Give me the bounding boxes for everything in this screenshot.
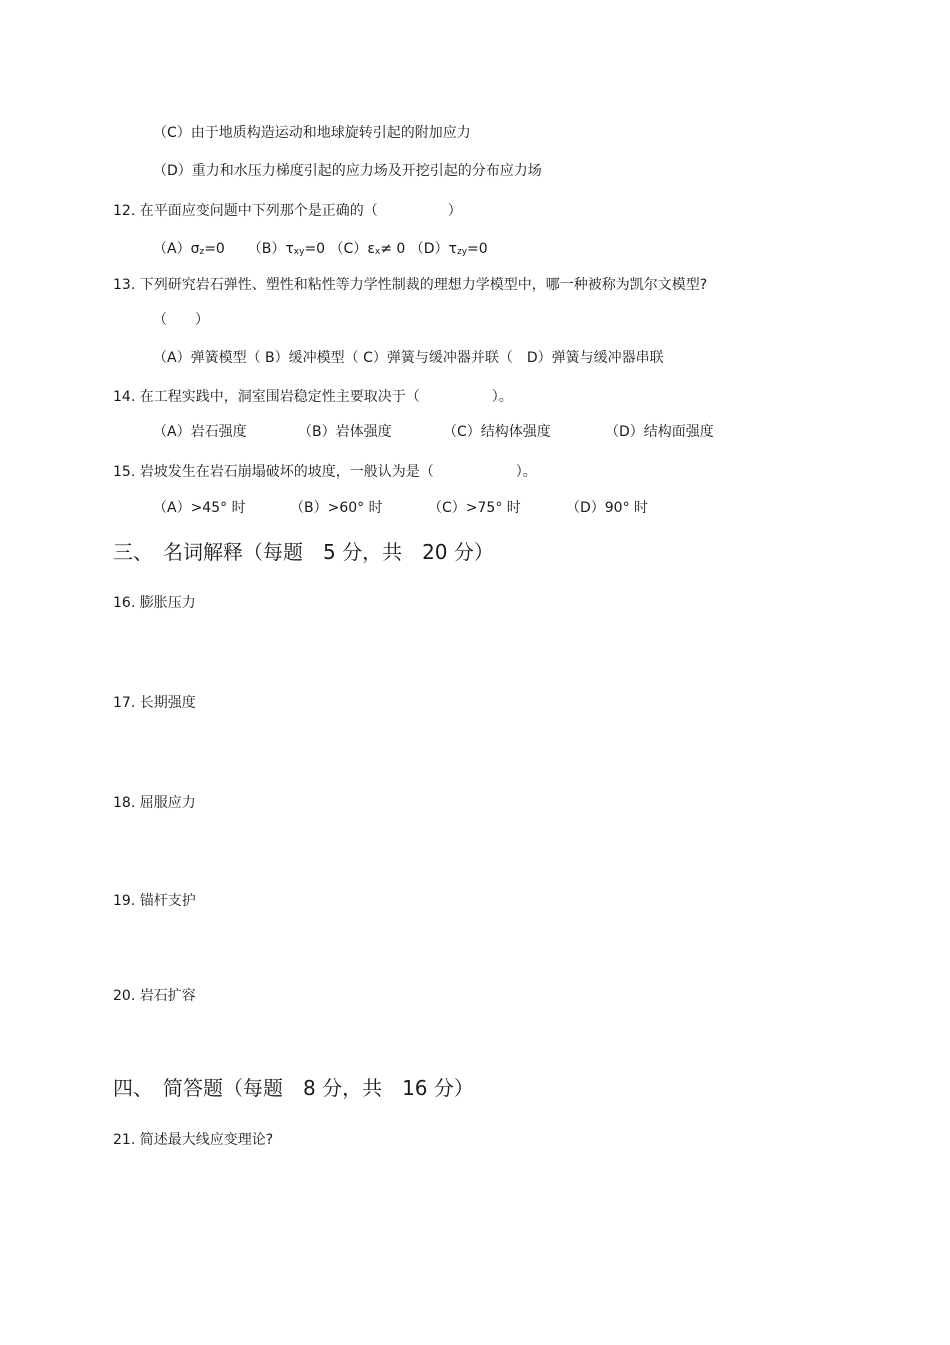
q13-stem: [113, 276, 707, 294]
term-text: 岩石扩容: [139, 988, 196, 1004]
term-number: 17.: [113, 695, 136, 711]
q14-option-d: （D）结构面强度: [605, 424, 714, 440]
q13-options: （A）弹簧模型（ B）缓冲模型（ C）弹簧与缓冲器并联（ D）弹簧与缓冲器串联: [153, 350, 664, 366]
term-17: [113, 694, 196, 712]
q12-option-d: $(D)\tau_{zy}=0$: [409, 241, 488, 257]
q12-text-end: ）: [447, 203, 462, 219]
q14-option-b: （B）岩体强度: [298, 424, 392, 440]
q14-number: 14.: [113, 389, 136, 405]
term-text: 膨胀压力: [139, 595, 196, 611]
section-3-heading: 三、 名词解释（每题 5 分，共 20 分）: [113, 540, 494, 564]
q15-text: 岩坡发生在岩石崩塌破坏的坡度，一般认为是（: [139, 464, 434, 480]
term-19: [113, 892, 196, 910]
term-16: [113, 594, 196, 612]
q15-text-end: ）。: [515, 464, 537, 480]
q21-number: 21.: [113, 1132, 136, 1148]
term-number: 16.: [113, 595, 136, 611]
q11-option-d: （D）重力和水压力梯度引起的应力场及开挖引起的分布应力场: [153, 163, 542, 179]
q21-stem: [113, 1131, 273, 1149]
q15-option-d: （D）90° 时: [566, 500, 649, 516]
term-number: 18.: [113, 795, 136, 811]
q12-text: 在平面应变问题中下列那个是正确的（: [139, 203, 378, 219]
term-text: 屈服应力: [139, 795, 196, 811]
term-number: 19.: [113, 893, 136, 909]
q13-text: 下列研究岩石弹性、塑性和粘性等力学性制裁的理想力学模型中，哪一种被称为凯尔文模型?: [139, 277, 708, 293]
term-number: 20.: [113, 988, 136, 1004]
q15-stem: [113, 463, 537, 481]
q12-option-c: $(C)\varepsilon_x\ne 0$: [329, 241, 406, 257]
q14-stem: [113, 388, 513, 406]
q14-option-c: （C）结构体强度: [443, 424, 551, 440]
q12-stem: [113, 202, 462, 220]
q12-option-a: $(A)\sigma_z=0$: [153, 241, 225, 257]
q21-text: 简述最大线应变理论?: [139, 1132, 274, 1148]
q15-option-c: （C）>75° 时: [428, 500, 521, 516]
q12-number: 12.: [113, 203, 136, 219]
q15-option-a: （A）>45° 时: [153, 500, 246, 516]
term-text: 锚杆支护: [139, 893, 196, 909]
section-4-heading: 四、 简答题（每题 8 分，共 16 分）: [113, 1076, 474, 1100]
q13-number: 13.: [113, 277, 136, 293]
term-text: 长期强度: [139, 695, 196, 711]
q11-option-c: （C）由于地质构造运动和地球旋转引起的附加应力: [153, 125, 471, 141]
term-20: [113, 987, 196, 1005]
q14-text: 在工程实践中，洞室围岩稳定性主要取决于（: [139, 389, 420, 405]
q14-option-a: （A）岩石强度: [153, 424, 247, 440]
q12-options: [153, 240, 488, 261]
q14-text-end: ）。: [491, 389, 513, 405]
q12-option-b: $(B)\tau_{xy}=0$: [247, 241, 326, 257]
term-18: [113, 794, 196, 812]
q15-number: 15.: [113, 464, 136, 480]
q13-blank: （ ）: [153, 312, 209, 328]
q15-option-b: （B）>60° 时: [290, 500, 383, 516]
